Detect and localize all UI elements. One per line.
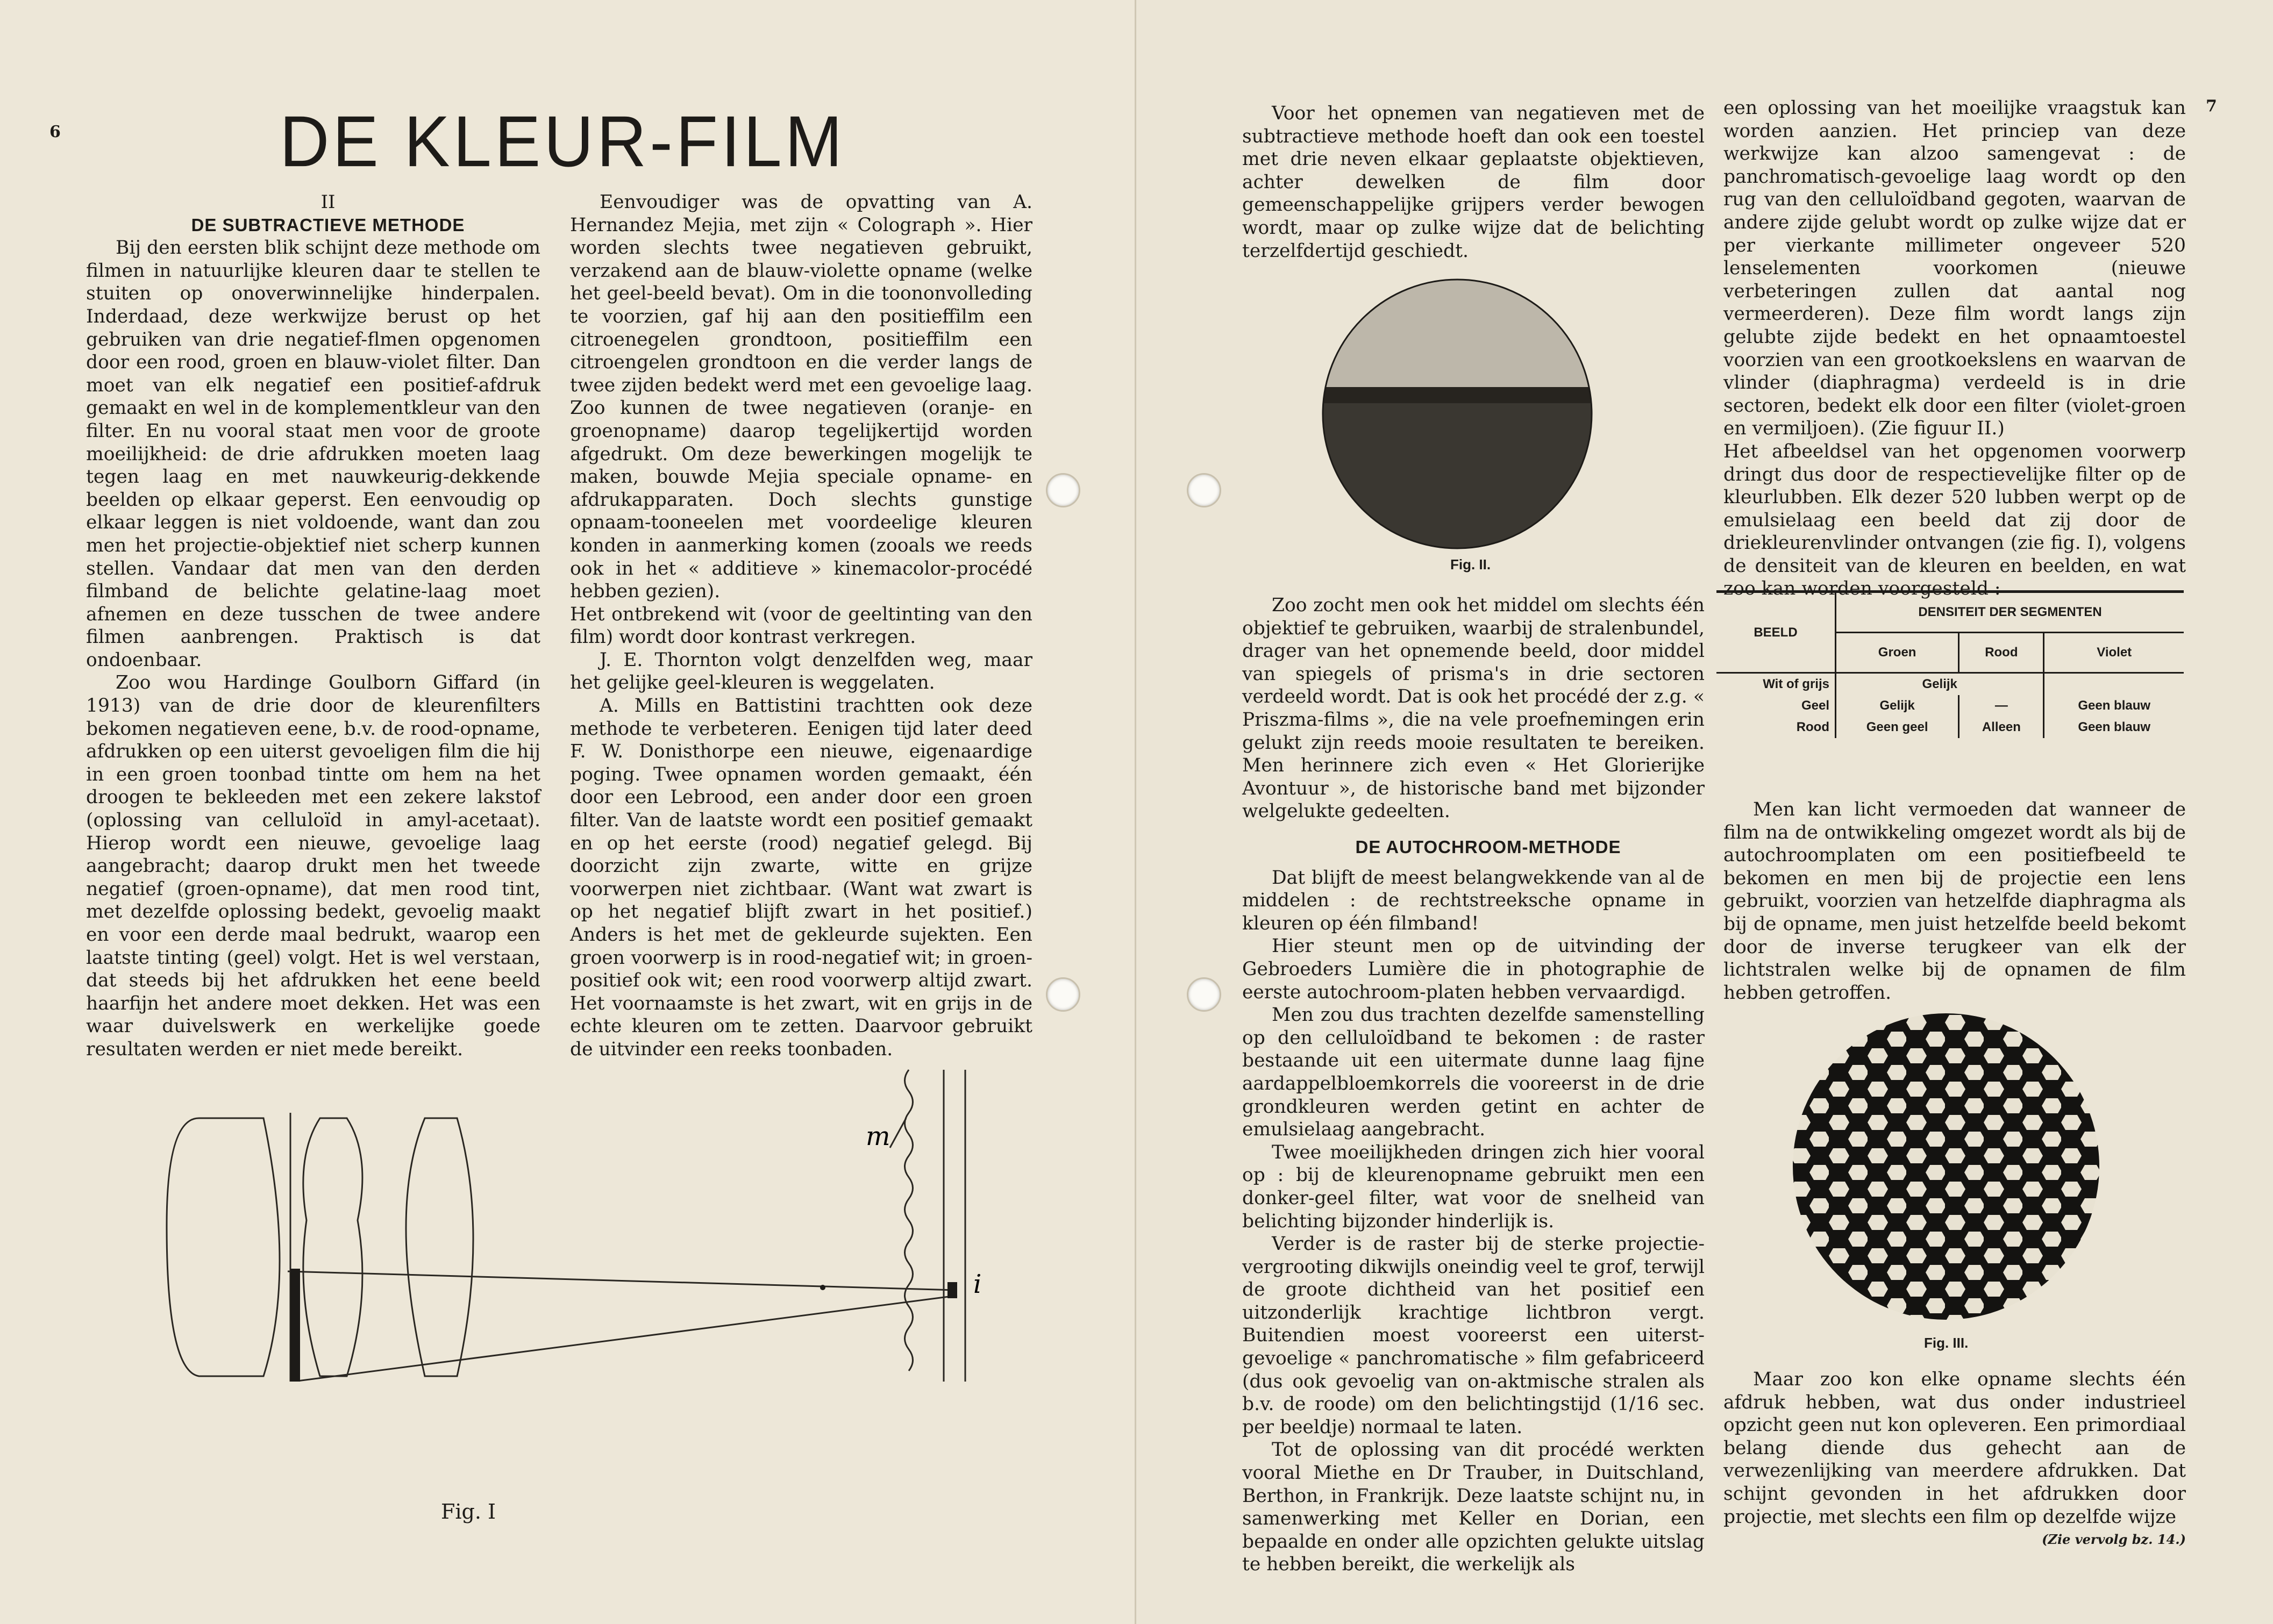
punch-hole xyxy=(1187,977,1221,1012)
paragraph: A. Mills en Battistini trachtten ook deze methode te verbeteren. Eenigen tijd later deed F. W. Donisthorpe een nieuwe, eigenaardige poging. Twee opnamen worden gemaakt, één door een Lebrood, een ander door een groen filter. Van de laatste wordt een positief gemaakt en op het eerste (rood) negatief gelegd. Bij doorzicht zijn zwarte, witte en grijze voorwerpen niet zichtbaar. (Want wat zwart is op het negatief blijft zwart in het positief.) Anders is het met de gekleurde sujekten. Een groen voorwerp is in rood-negatief wit; in groen-positief ook wit; een rood voorwerp altijd zwart. Het voornaamste is het zwart, wit en grijs in de echte kleuren om te zetten. Daarvoor gebruikt de uitvinder een reeks toonbaden. xyxy=(570,695,1032,1060)
figure-1-caption: Fig. I xyxy=(441,1500,496,1523)
focal-point xyxy=(820,1285,825,1290)
table-cell: Geen geel xyxy=(1836,717,1959,738)
figure-2-diaphragm xyxy=(1317,274,1597,554)
film-plate xyxy=(290,1269,300,1382)
table-cell: Geen blauw xyxy=(2078,698,2151,713)
table-subheader: Groen xyxy=(1836,633,1959,673)
table-cell: Wit of grijs xyxy=(1716,673,1836,696)
paragraph: Het afbeeldsel van het opgenomen voorwerp dringt dus door de respectievelijke filter op de kleurlubben. Elk dezer 520 lubben werpt op de emulsielaag een beeld dat zij door de driekleurenvlinder ontvangen (zie fig. I), volgens de densiteit van de kleuren en beelden, en wat zoo kan worden voorgesteld : xyxy=(1723,440,2186,600)
continued-note: (Zie vervolg bz. 14.) xyxy=(2042,1532,2186,1548)
lens-outline xyxy=(303,1118,362,1376)
table-subheader: Violet xyxy=(2097,645,2132,660)
page-number-left: 6 xyxy=(49,123,61,141)
punch-hole xyxy=(1046,473,1080,507)
table-row xyxy=(1716,673,2184,696)
paragraph: Verder is de raster bij de sterke projectie-vergrooting dikwijls oneindig veel te grof, terwijl de groote dichtheid van het positief een uitzonderlijk krachtige lichtbron vergt. Buitendien moest vooreerst een uiterst-gevoelige « panchromatische » film gefabriceerd (dus ook gevoelig van on-aktmische stralen als b.v. de roode) om den belichtingstijd (1/16 sec. per beeldje) normaal te laten. xyxy=(1242,1233,1705,1438)
punch-hole xyxy=(1187,473,1221,507)
table-header-beeld: BEELD xyxy=(1716,592,1836,673)
label-i: i xyxy=(973,1269,982,1299)
article-title: DE KLEUR-FILM xyxy=(280,101,846,182)
left-column-2 xyxy=(570,191,1032,1061)
punch-hole xyxy=(1046,977,1080,1012)
paragraph: Men kan licht vermoeden dat wanneer de film na de ontwikkeling omgezet wordt als bij de autochroomplaten om een positiefbeeld te bekomen en men bij de projectie een lens gebruikt, voorzien van hetzelfde diaphragma als bij de opname, men juist hetzelfde beeld bekomt door de inverse terugkeer van elk der lichtstralen welke bij de opnamen de film hebben getroffen. xyxy=(1723,799,2186,1004)
table-cell: Gelijk xyxy=(1836,673,2044,696)
paragraph: Voor het opnemen van negatieven met de subtractieve methode hoeft dan ook een toestel met drie neven elkaar geplaatste objektieven, achter dewelken de film door gemeenschappelijke grijpers verder bewogen wordt, maar op zulke wijze dat de belichting terzelfdertijd geschiedt. xyxy=(1242,103,1705,262)
paragraph: een oplossing van het moeilijke vraagstuk kan worden aanzien. Het princiep van deze werkwijze kan alzoo samengevat : de panchromatisch-gevoelige laag wordt op den rug van den celluloïdband gegoten, waarvan de andere zijde gelubt wordt op zulke wijze dat er per vierkante millimeter ongeveer 520 lenselementen voorkomen (nieuwe verbeteringen zullen dat aantal nog vermeerderen). Deze film wordt langs zijn gelubte zijde bedekt en het opnaamtoestel voorzien van een grootkoekslens en waarvan de vlinder (diaphragma) verdeeld is in drie sectoren, bedekt elk door een filter (violet-groen en vermiljoen). (Zie figuur II.) xyxy=(1723,97,2186,440)
label-m: m xyxy=(866,1121,890,1151)
light-ray xyxy=(288,1271,957,1290)
right-column-2-middle xyxy=(1723,798,2186,1004)
page-number-right: 7 xyxy=(2206,97,2217,116)
density-table xyxy=(1716,590,2184,738)
table-cell: Geel xyxy=(1716,695,1836,717)
table-subheader: Rood xyxy=(1959,633,2044,673)
figure-1-diagram xyxy=(134,1048,1022,1382)
paragraph: Zoo wou Hardinge Goulborn Giffard (in 1913) van de drie door de kleurenfilters bekomen negatieven eene, b.v. de rood-opname, afdrukken op een uiterst gevoeligen film die hij in een groen toonbad tintte om hem na het droogen te bekleeden met een zekere lakstof (oplossing van celluloïd in amyl-acetaat). Hierop wordt een nieuwe, gevoelige laag aangebracht; daarop drukt men het tweede negatief (groen-opname), dat men rood tint, met dezelfde oplossing bedekt, gevoelig maakt en voor een derde maal bedrukt, waarop een laatste tinting (geel) volgt. Het is wel verstaan, dat steeds bij het afdrukken het eene beeld haarfijn het andere moet dekken. Het was een waar duivelswerk en werkelijke goede resultaten werden er niet mede bereikt. xyxy=(86,672,540,1060)
table-row xyxy=(1716,717,2184,738)
light-ray xyxy=(293,1296,957,1382)
table-cell: Alleen xyxy=(1959,717,2044,738)
paragraph: Maar zoo kon elke opname slechts één afdruk hebben, wat dus onder industrieel opzicht geen nut kon opleveren. Een primordiaal belang diende dus gehecht aan de verwezenlijking van meerdere afdrukken. Dat schijnt gevonden in het afdrukken door projectie, met slechts een film op dezelfde wijze xyxy=(1723,1369,2186,1528)
lens-outline xyxy=(406,1118,473,1376)
table-header-densiteit: DENSITEIT DER SEGMENTEN xyxy=(1836,592,2184,633)
right-column-1-top xyxy=(1242,102,1705,262)
lens-outline xyxy=(167,1118,280,1376)
right-column-2-bottom xyxy=(1723,1368,2186,1551)
table-row xyxy=(1716,695,2184,717)
left-page xyxy=(0,0,1136,1624)
left-column-1 xyxy=(86,191,540,1061)
table-cell: Gelijk xyxy=(1836,695,1959,717)
table-cell: Geen blauw xyxy=(2078,720,2151,734)
part-number: II xyxy=(320,191,336,213)
right-column-2-top xyxy=(1723,97,2186,600)
paragraph: J. E. Thornton volgt denzelfden weg, maar het gelijke geel-kleuren is weggelaten. xyxy=(570,649,1032,694)
section-heading-autochrome: DE AUTOCHROOM-METHODE xyxy=(1355,837,1621,857)
figure-3-caption: Fig. III. xyxy=(1924,1335,1969,1351)
right-column-1-bottom xyxy=(1242,836,1705,1576)
table-cell: — xyxy=(1959,695,2044,717)
paragraph: Dat blijft de meest belangwekkende van al de middelen : de rechtstreeksche opname in kleuren op één filmband! xyxy=(1242,867,1705,934)
label-arrow xyxy=(890,1118,906,1148)
paragraph: Twee moeilijkheden dringen zich hier vooral op : bij de kleurenopname gebruikt men een donker-geel filter, wat voor de snelheid van belichting bijzonder hinderlijk is. xyxy=(1242,1141,1705,1232)
table-cell xyxy=(2044,673,2184,696)
paragraph: Hier steunt men op de uitvinding der Gebroeders Lumière die in photographie de eerste autochroom-platen hebben vervaardigd. xyxy=(1242,935,1705,1003)
image-point xyxy=(947,1282,957,1298)
right-column-1-middle xyxy=(1242,594,1705,823)
paragraph: Zoo zocht men ook het middel om slechts één objektief te gebruiken, waarbij de stralenbundel, drager van het opnemende beeld, door middel van spiegels of prisma's in drie sectoren verdeeld wordt. Dat is ook het procédé der z.g. « Priszma-films », die na vele proefnemingen erin gelukt zijn reeds mooie resultaten te bereiken. Men herinnere zich even « Het Glorierijke Avontuur », de historische band met bijzonder welgelukte gedeelten. xyxy=(1242,595,1705,822)
paragraph: Men zou dus trachten dezelfde samenstelling op den celluloïdband te bekomen : de raster bestaande uit een uitermate dunne laag fijne aardappelbloemkorrels die vooreerst in de drie grondkleuren werden getint en achter de emulsielaag aangebracht. xyxy=(1242,1004,1705,1141)
section-heading-subtractive: DE SUBTRACTIEVE METHODE xyxy=(191,214,465,235)
paragraph: Het ontbrekend wit (voor de geeltinting van den film) wordt door kontrast verkregen. xyxy=(570,603,1032,648)
film-base xyxy=(905,1070,913,1371)
figure-2-caption: Fig. II. xyxy=(1450,556,1491,573)
paragraph: Bij den eersten blik schijnt deze methode om filmen in natuurlijke kleuren daar te stellen te stuiten op onoverwinnelijke hinderpalen. Inderdaad, deze werkwijze berust op het gebruiken van drie negatief-flmen opgenomen door een rood, groen en blauw-violet filter. Dan moet van elk negatief een positief-afdruk gemaakt en wel in de komplementkleur van den filter. En nu vooral staat men voor de groote moeilijkheid: de drie afdrukken moeten laag tegen laag en met nauwkeurig-dekkende beelden op elkaar geperst. Een eenvoudig op elkaar leggen is niet voldoende, want dan zou men het projectie-objektief niet scherp kunnen stellen. Vandaar dat men van den derden filmband de belichte gelatine-laag moet afnemen en deze tusschen de twee andere filmen aanbrengen. Praktisch is dat ondoenbaar. xyxy=(86,237,540,671)
table-cell: Rood xyxy=(1716,717,1836,738)
paragraph: Eenvoudiger was de opvatting van A. Hernandez Mejia, met zijn « Colograph ». Hier worden slechts twee negatieven gebruikt, verzakend aan de blauw-violette opname (welke het geel-beeld bevat). Om in die toononvolleding te voorzien, gaf hij aan den positieffilm een citroenegelen grondtoon, positieffilm een citroengelen grondtoon en die verder langs de twee zijden bedekt werd met een gevoelige laag. Zoo kunnen de twee negatieven (oranje- en groenopname) daarop tegelijkertijd worden afgedrukt. Om deze bewerkingen mogelijk te maken, bouwde Mejia speciale opname- en afdrukapparaten. Doch slechts gunstige opnaam-tooneelen met voordeelige kleuren konden in aanmerking komen (zooals we reeds ook in het « additieve » kinemacolor-procédé hebben gezien). xyxy=(570,191,1032,603)
paragraph: Tot de oplossing van dit procédé werkten vooral Miethe en Dr Trauber, in Duitschland, Berthon, in Frankrijk. Deze laatste schijnt nu, in samenwerking met Keller en Dorian, een bepaalde en onder alle opzichten gelukte uitslag te hebben bereikt, die werkelijk als xyxy=(1242,1439,1705,1576)
figure-3-lenticular-pattern xyxy=(1790,1011,2102,1322)
